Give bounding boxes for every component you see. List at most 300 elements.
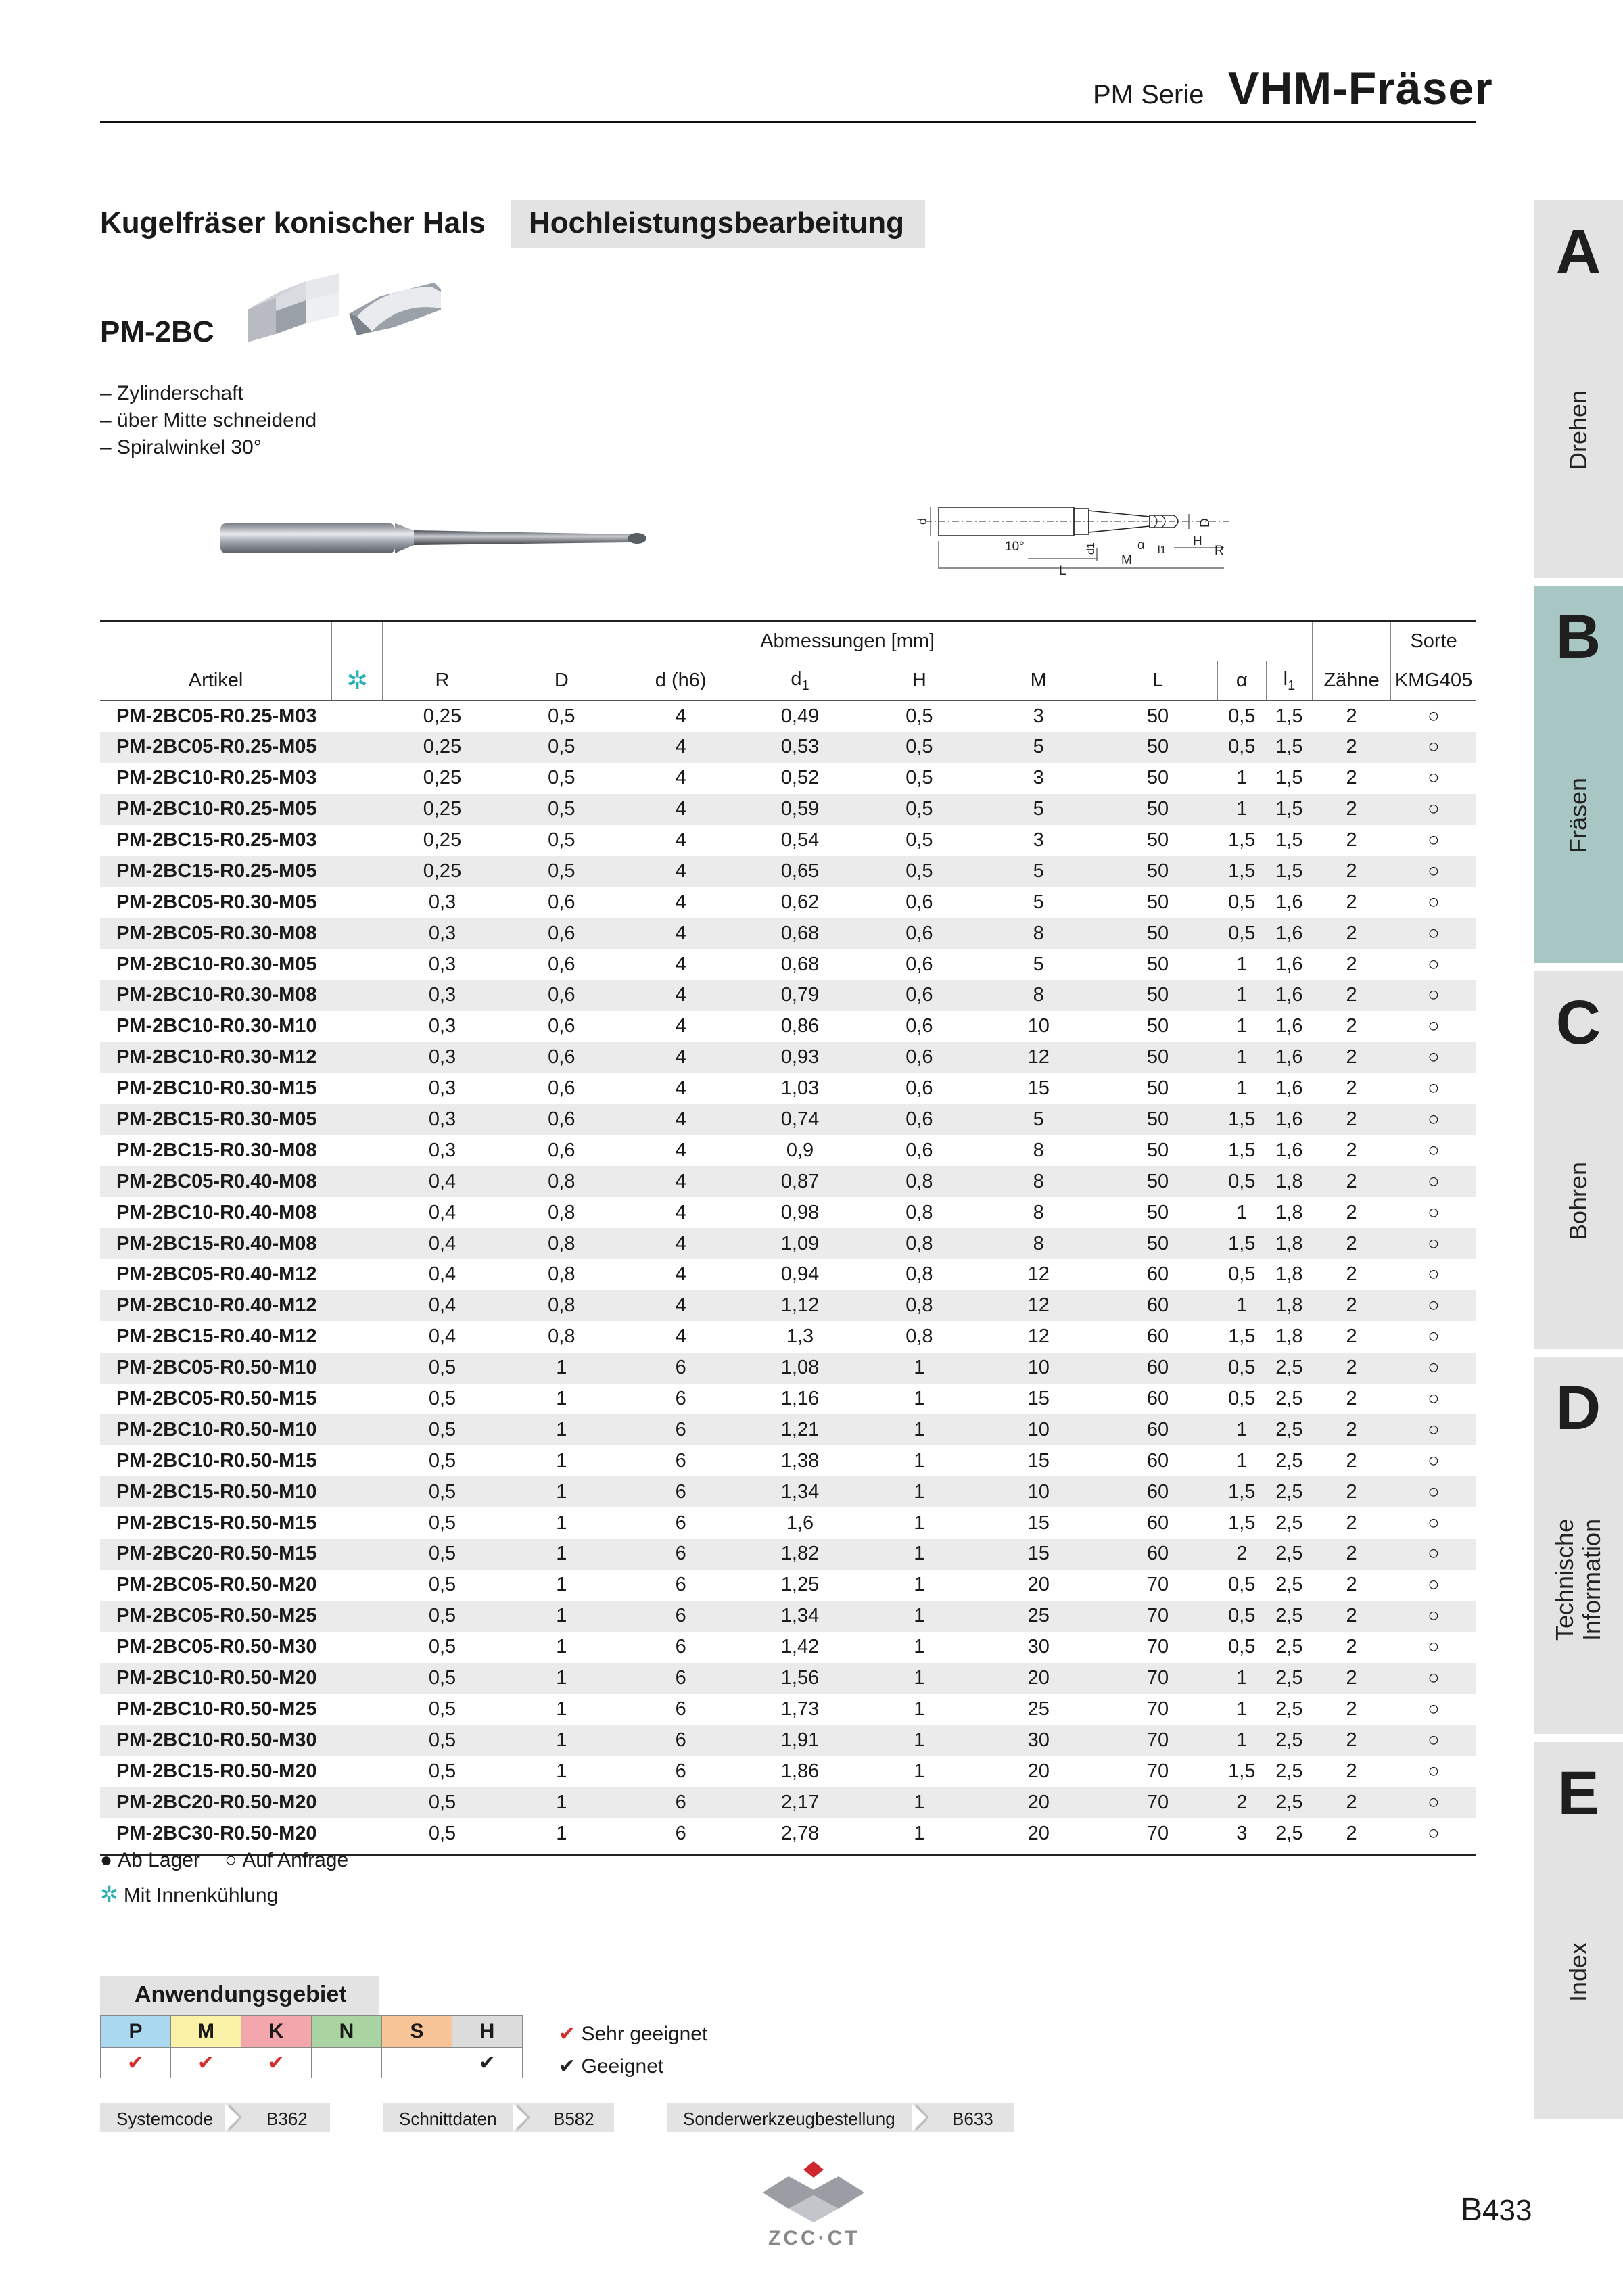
material-m: M (171, 2016, 241, 2048)
cell-coolant (332, 794, 383, 825)
cell-H: 0,6 (860, 980, 979, 1011)
cell-coolant (332, 1353, 383, 1384)
cell-coolant (332, 1445, 383, 1476)
cell-alpha: 0,5 (1228, 1636, 1256, 1658)
cell-alpha: 1 (1236, 767, 1248, 789)
cell-D: 0,6 (502, 918, 621, 949)
cell-d-h6: 4 (675, 829, 686, 851)
cell-D: 1 (502, 1663, 621, 1694)
cell-R: 0,4 (383, 1228, 502, 1259)
chevron-cut (513, 2103, 527, 2132)
cell-H: 1 (914, 1636, 925, 1658)
cell-D: 0,6 (548, 1139, 575, 1161)
cell-grade: ○ (1428, 1015, 1440, 1037)
cell-L: 50 (1146, 953, 1169, 975)
cell-M: 3 (1033, 767, 1044, 789)
cell-alpha: 1 (1236, 1077, 1248, 1100)
ref-schnittdaten[interactable] (383, 2103, 614, 2132)
cell-l1: 1,8 (1275, 1263, 1303, 1286)
cell-artikel: PM-2BC05-R0.40-M12 (116, 1263, 317, 1286)
cell-artikel: PM-2BC15-R0.25-M05 (100, 856, 332, 887)
tab-technische-information[interactable] (1534, 1357, 1623, 1734)
cell-artikel: PM-2BC15-R0.50-M15 (116, 1512, 317, 1534)
table-row (100, 1445, 1476, 1476)
cell-d1: 0,93 (740, 1042, 860, 1073)
cell-grade: ○ (1428, 1697, 1440, 1720)
cell-R: 0,5 (428, 1388, 456, 1410)
cell-R: 0,25 (383, 732, 502, 763)
dim-angle: 10° (1005, 540, 1025, 554)
chevron-cut (912, 2103, 926, 2132)
cell-M: 25 (1027, 1697, 1050, 1720)
cell-d1: 1,34 (740, 1476, 860, 1507)
cell-alpha: 0,5 (1228, 891, 1256, 913)
cell-M: 15 (1027, 1512, 1050, 1534)
cell-L: 50 (1146, 1015, 1169, 1037)
cell-l1: 1,6 (1266, 1104, 1312, 1135)
cell-coolant (332, 1476, 383, 1507)
table-row (100, 1507, 1476, 1539)
cell-alpha: 0,5 (1217, 1353, 1266, 1384)
cell-L: 50 (1098, 732, 1217, 763)
cell-zaehne: 2 (1312, 1414, 1390, 1445)
table-row (100, 763, 1476, 794)
cell-d1: 0,79 (740, 980, 860, 1011)
cell-M: 20 (979, 1663, 1098, 1694)
cell-D: 1 (556, 1636, 567, 1658)
ball-groove-icon (349, 283, 441, 335)
cell-L: 60 (1146, 1388, 1169, 1410)
dim-H: H (1193, 534, 1202, 548)
cell-zaehne: 2 (1312, 1476, 1390, 1507)
cell-M: 8 (979, 1166, 1098, 1197)
cell-d1: 0,53 (740, 732, 860, 763)
cell-zaehne: 2 (1346, 1449, 1357, 1472)
cell-artikel: PM-2BC10-R0.25-M03 (116, 767, 317, 789)
zcc-logo-icon (756, 2157, 871, 2225)
cell-alpha: 2 (1217, 1539, 1266, 1570)
cell-d1: 1,34 (740, 1601, 860, 1632)
cell-M: 12 (1027, 1326, 1050, 1348)
cell-zaehne: 2 (1346, 891, 1357, 913)
suitability-mark-m: ✔ (171, 2048, 241, 2078)
suitability-mark-s (382, 2048, 452, 2078)
cell-alpha: 1 (1217, 1414, 1266, 1445)
header-spacer (100, 622, 332, 661)
cell-zaehne: 2 (1312, 794, 1390, 825)
cell-alpha: 1 (1236, 953, 1248, 975)
cell-grade: ○ (1428, 1449, 1440, 1472)
cell-alpha: 1,5 (1228, 1139, 1256, 1161)
ref-page: B582 (553, 2109, 594, 2129)
cell-d1: 1,86 (780, 1760, 820, 1782)
cell-zaehne: 2 (1312, 1042, 1390, 1073)
cell-d1: 0,65 (740, 856, 860, 887)
coolant-label: Mit Innenkühlung (123, 1884, 279, 1906)
cell-H: 1 (860, 1601, 979, 1632)
cell-H: 1 (860, 1539, 979, 1570)
cell-coolant (332, 825, 383, 856)
cell-grade: ○ (1391, 1601, 1476, 1632)
cell-zaehne: 2 (1346, 1388, 1357, 1410)
cell-R: 0,5 (428, 1697, 456, 1720)
cell-l1: 1,5 (1275, 829, 1303, 851)
cell-D: 1 (502, 1725, 621, 1756)
cell-H: 0,5 (905, 767, 933, 789)
cell-l1: 1,5 (1275, 767, 1303, 789)
cell-d-h6: 4 (675, 767, 686, 789)
cell-grade: ○ (1391, 1663, 1476, 1694)
cell-coolant (332, 918, 383, 949)
cell-D: 0,6 (548, 953, 575, 975)
cell-L: 60 (1098, 1290, 1217, 1321)
cell-D: 1 (556, 1697, 567, 1720)
cell-H: 1 (914, 1512, 925, 1534)
cell-zaehne: 2 (1312, 732, 1390, 763)
cell-R: 0,3 (428, 1139, 456, 1161)
cell-artikel: PM-2BC10-R0.30-M08 (100, 980, 332, 1011)
cell-L: 50 (1098, 980, 1217, 1011)
table-row (100, 1321, 1476, 1353)
cell-alpha: 1,5 (1217, 1476, 1266, 1507)
cell-d1: 1,09 (740, 1228, 860, 1259)
table-row (100, 1756, 1476, 1787)
cell-L: 50 (1146, 1077, 1169, 1100)
cell-d1: 0,87 (740, 1166, 860, 1197)
table-row (100, 887, 1476, 918)
ref-systemcode[interactable] (100, 2103, 330, 2132)
cell-R: 0,3 (428, 1077, 456, 1100)
dim-L: L (1059, 564, 1066, 578)
cell-grade: ○ (1391, 1725, 1476, 1756)
table-body (100, 701, 1476, 1849)
cell-coolant (332, 1073, 383, 1104)
cell-artikel: PM-2BC15-R0.40-M08 (100, 1228, 332, 1259)
cell-artikel: PM-2BC05-R0.30-M08 (100, 918, 332, 949)
cell-L: 60 (1098, 1539, 1217, 1570)
cell-R: 0,5 (383, 1414, 502, 1445)
cell-d1: 1,25 (780, 1574, 820, 1596)
table-row (100, 1476, 1476, 1507)
table-row (100, 1725, 1476, 1756)
cell-zaehne: 2 (1312, 1663, 1390, 1694)
cell-R: 0,5 (383, 1787, 502, 1818)
product-title: Kugelfräser konischer Hals (100, 206, 486, 239)
cell-artikel: PM-2BC05-R0.50-M30 (116, 1636, 317, 1658)
cell-zaehne: 2 (1312, 1725, 1390, 1756)
tab-label: Index (1564, 1942, 1592, 2002)
cell-M: 10 (979, 1476, 1098, 1507)
cell-coolant (332, 1042, 383, 1073)
cell-alpha: 1,5 (1228, 829, 1256, 851)
cell-R: 0,5 (428, 1574, 456, 1596)
cell-coolant (332, 1818, 383, 1849)
tool-photo (216, 513, 649, 560)
cell-d1: 1,21 (740, 1414, 860, 1445)
tab-fraesen[interactable] (1534, 586, 1623, 963)
cell-d-h6: 4 (675, 1139, 686, 1161)
cell-grade: ○ (1391, 856, 1476, 887)
col-R: R (383, 661, 502, 701)
cell-d-h6: 4 (621, 732, 740, 763)
page-number (1461, 2191, 1532, 2228)
cell-coolant (332, 1570, 383, 1601)
coolant-icon: ✲ (332, 661, 383, 701)
cell-grade: ○ (1428, 829, 1440, 851)
cell-d-h6: 6 (675, 1512, 686, 1534)
cell-alpha: 1,5 (1228, 1326, 1256, 1348)
cell-M: 5 (979, 1104, 1098, 1135)
cell-L: 70 (1146, 1760, 1169, 1782)
table-row (100, 1787, 1476, 1818)
cell-d-h6: 4 (621, 794, 740, 825)
cell-alpha: 0,5 (1217, 1601, 1266, 1632)
cell-D: 1 (502, 1353, 621, 1384)
cell-d-h6: 6 (621, 1725, 740, 1756)
cell-M: 15 (979, 1539, 1098, 1570)
cell-coolant (332, 1694, 383, 1725)
cell-zaehne: 2 (1346, 767, 1357, 789)
cell-R: 0,5 (428, 1760, 456, 1782)
ref-page: B633 (952, 2109, 993, 2129)
cell-zaehne: 2 (1346, 1636, 1357, 1658)
cell-M: 15 (1027, 1077, 1050, 1100)
cell-M: 5 (979, 732, 1098, 763)
cell-zaehne: 2 (1346, 1015, 1357, 1037)
cell-L: 70 (1098, 1663, 1217, 1694)
col-D: D (502, 661, 621, 701)
cell-d1: 1,3 (786, 1326, 814, 1348)
cell-d1: 0,49 (780, 705, 820, 727)
cell-H: 0,5 (905, 705, 933, 727)
cell-M: 20 (1027, 1760, 1050, 1782)
cell-M: 10 (979, 1414, 1098, 1445)
cell-d-h6: 6 (621, 1476, 740, 1507)
col-d-h6: d (h6) (621, 661, 740, 701)
table-row (100, 1384, 1476, 1415)
cell-d1: 1,56 (740, 1663, 860, 1694)
cell-d-h6: 6 (621, 1414, 740, 1445)
cell-L: 70 (1098, 1725, 1217, 1756)
cell-grade: ○ (1428, 1201, 1440, 1223)
badge-label: Hochleistungsbearbeitung (529, 206, 904, 239)
tab-label: Bohren (1564, 1161, 1592, 1241)
cell-H: 1 (914, 1822, 925, 1844)
cell-zaehne: 2 (1312, 918, 1390, 949)
table-row (100, 825, 1476, 856)
cell-H: 1 (914, 1449, 925, 1472)
cell-l1: 1,6 (1275, 1077, 1303, 1100)
col-artikel: Artikel (100, 661, 332, 701)
cell-alpha: 1 (1217, 980, 1266, 1011)
cell-R: 0,5 (383, 1663, 502, 1694)
cell-d1: 1,6 (786, 1512, 814, 1534)
col-H: H (860, 661, 979, 701)
cell-zaehne: 2 (1346, 829, 1357, 851)
cell-l1: 1,5 (1266, 732, 1312, 763)
cell-M: 8 (979, 980, 1098, 1011)
cell-zaehne: 2 (1346, 1263, 1357, 1286)
cell-artikel: PM-2BC15-R0.40-M12 (116, 1326, 317, 1348)
cell-d-h6: 6 (675, 1636, 686, 1658)
cell-M: 5 (979, 856, 1098, 887)
dim-D: D (1198, 518, 1213, 528)
cell-coolant (332, 1756, 383, 1787)
cell-M: 5 (1033, 953, 1044, 975)
cell-R: 0,4 (428, 1263, 456, 1286)
logo-text: ZCC·CT (768, 2227, 860, 2249)
cell-d1: 0,68 (740, 918, 860, 949)
cell-l1: 2,5 (1275, 1822, 1303, 1844)
cell-l1: 1,5 (1266, 794, 1312, 825)
cell-alpha: 1 (1217, 1042, 1266, 1073)
cell-R: 0,5 (383, 1725, 502, 1756)
feature-item: – Zylinderschaft (100, 382, 243, 404)
cell-artikel: PM-2BC10-R0.40-M12 (100, 1290, 332, 1321)
tab-letter: B (1555, 603, 1601, 672)
cell-d-h6: 6 (621, 1539, 740, 1570)
stock-label: Ab Lager (118, 1849, 200, 1871)
cell-R: 0,5 (428, 1822, 456, 1844)
table-row (100, 949, 1476, 980)
cell-D: 0,5 (548, 767, 575, 789)
table-row (100, 1197, 1476, 1228)
cell-D: 1 (502, 1539, 621, 1570)
cell-grade: ○ (1391, 1228, 1476, 1259)
cell-H: 0,8 (860, 1290, 979, 1321)
tab-index[interactable] (1534, 1742, 1623, 2119)
cell-grade: ○ (1391, 1539, 1476, 1570)
cell-H: 1 (860, 1353, 979, 1384)
cell-d-h6: 4 (621, 918, 740, 949)
cell-d1: 1,91 (740, 1725, 860, 1756)
cell-l1: 2,5 (1266, 1663, 1312, 1694)
cell-alpha: 3 (1236, 1822, 1248, 1844)
cell-grade: ○ (1428, 1636, 1440, 1658)
cell-d1: 0,68 (780, 953, 820, 975)
cell-zaehne: 2 (1312, 1601, 1390, 1632)
series-label: PM Serie (1093, 80, 1204, 110)
cell-coolant (332, 701, 383, 732)
coolant-legend-icon: ✲ (100, 1882, 118, 1906)
cell-artikel: PM-2BC15-R0.30-M08 (116, 1139, 317, 1161)
cell-H: 0,6 (905, 953, 933, 975)
cell-artikel: PM-2BC05-R0.30-M05 (116, 891, 317, 913)
cell-d-h6: 4 (621, 1228, 740, 1259)
cell-l1: 1,6 (1275, 1139, 1303, 1161)
tab-drehen[interactable] (1534, 200, 1623, 578)
cell-R: 0,3 (428, 891, 456, 913)
cell-D: 1 (502, 1601, 621, 1632)
cell-d-h6: 4 (621, 1042, 740, 1073)
request-circle-icon: ○ (225, 1849, 237, 1871)
table-row (100, 1601, 1476, 1632)
col-grade: KMG405 (1391, 661, 1476, 701)
cell-H: 1 (914, 1697, 925, 1720)
cell-R: 0,25 (423, 829, 462, 851)
cell-D: 0,8 (502, 1290, 621, 1321)
cell-zaehne: 2 (1346, 1822, 1357, 1844)
cell-d1: 1,82 (740, 1539, 860, 1570)
cell-grade: ○ (1428, 1512, 1440, 1534)
cell-R: 0,5 (383, 1353, 502, 1384)
cell-R: 0,5 (383, 1476, 502, 1507)
cell-grade: ○ (1391, 1290, 1476, 1321)
cell-D: 1 (502, 1414, 621, 1445)
cell-coolant (332, 980, 383, 1011)
cell-zaehne: 2 (1312, 1787, 1390, 1818)
ref-sonderwerkzeug[interactable] (667, 2103, 1014, 2132)
dim-l1: l1 (1158, 544, 1167, 556)
col-alpha: α (1217, 661, 1266, 701)
cell-zaehne: 2 (1346, 705, 1357, 727)
cell-d1: 2,78 (780, 1822, 820, 1844)
cell-L: 50 (1146, 705, 1169, 727)
cell-coolant (332, 1601, 383, 1632)
cell-M: 15 (1027, 1388, 1050, 1410)
cell-H: 0,5 (905, 829, 933, 851)
cell-d-h6: 6 (621, 1663, 740, 1694)
cell-M: 5 (1033, 891, 1044, 913)
header-spacer (1312, 622, 1390, 661)
cell-d-h6: 6 (675, 1574, 686, 1596)
cell-d1: 1,38 (780, 1449, 820, 1472)
cell-H: 0,5 (860, 794, 979, 825)
cell-alpha: 1 (1236, 1201, 1248, 1223)
suitability-mark-n (312, 2048, 382, 2078)
table-row (100, 1353, 1476, 1384)
tab-bohren[interactable] (1534, 971, 1623, 1349)
stock-dot-icon: ● (100, 1849, 113, 1871)
application-grid (100, 2015, 523, 2078)
cell-d-h6: 4 (675, 1077, 686, 1100)
cell-zaehne: 2 (1312, 1290, 1390, 1321)
cell-D: 1 (502, 1476, 621, 1507)
cell-grade: ○ (1428, 953, 1440, 975)
suitability-mark-h: ✔ (452, 2048, 523, 2078)
cell-grade: ○ (1428, 1326, 1440, 1348)
table-row (100, 1228, 1476, 1259)
cell-alpha: 0,5 (1228, 1263, 1256, 1286)
page-prefix: B (1461, 2192, 1483, 2228)
cell-D: 0,6 (502, 1104, 621, 1135)
cell-M: 12 (979, 1042, 1098, 1073)
feature-item: – über Mitte schneidend (100, 409, 317, 431)
cell-alpha: 1 (1236, 1015, 1248, 1037)
cell-d-h6: 4 (675, 1263, 686, 1286)
table-row (100, 1818, 1476, 1849)
cell-R: 0,3 (428, 1015, 456, 1037)
material-h: H (452, 2016, 523, 2048)
table-row (100, 1632, 1476, 1663)
cell-d-h6: 6 (675, 1449, 686, 1472)
cell-L: 50 (1098, 1104, 1217, 1135)
cell-H: 0,8 (860, 1166, 979, 1197)
very-suitable-check-icon: ✔ (559, 2023, 576, 2045)
cell-R: 0,25 (423, 705, 462, 727)
cell-d-h6: 4 (621, 1104, 740, 1135)
cell-d1: 0,52 (780, 767, 820, 789)
page-digits: 433 (1482, 2194, 1532, 2227)
cell-d-h6: 6 (621, 1787, 740, 1818)
cell-zaehne: 2 (1312, 856, 1390, 887)
cell-D: 0,5 (548, 705, 575, 727)
cell-d-h6: 4 (675, 953, 686, 975)
table-row (100, 856, 1476, 887)
cell-M: 20 (979, 1787, 1098, 1818)
cell-l1: 1,8 (1275, 1201, 1303, 1223)
cell-R: 0,3 (383, 980, 502, 1011)
